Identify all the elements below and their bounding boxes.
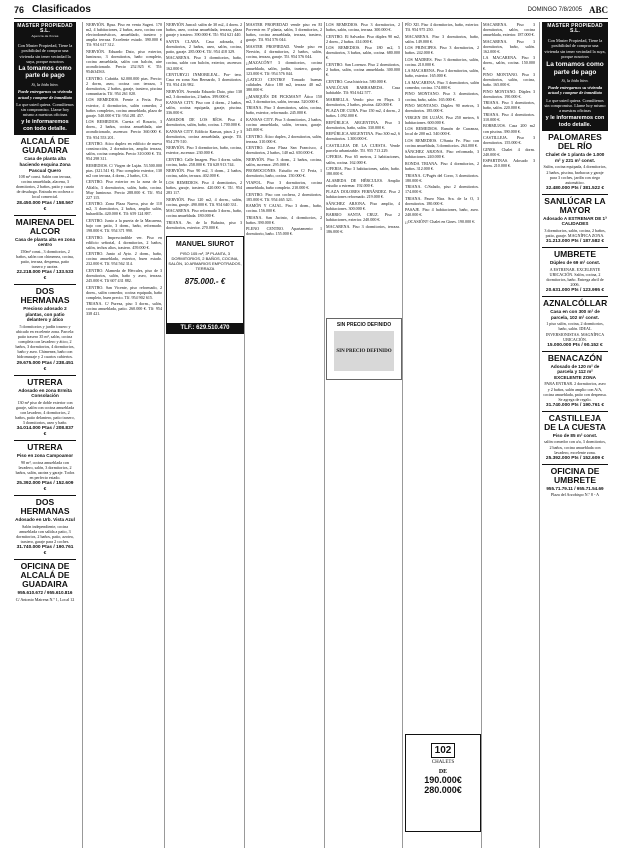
listing-entry: CENTRO. Calle Imagen. Piso 3 dorm. salón, cocina, baño. 258.000 €. Tlf 628 913 744. <box>166 156 242 167</box>
agency-ad-price: 32.480.000 Pts / 381.522 € <box>545 185 605 191</box>
listing-entry: RAMÓN Y CAJAL. Piso 3 dorm., baño, cocina. 156.000 €. <box>246 203 322 214</box>
agency-ad-title: AZNALCÓLLAR <box>543 298 608 309</box>
listing-entry: ESPARTINAS. Adosado 3 dorm. 210.000 €. <box>483 158 535 169</box>
agency-ad-subtitle: Adosado A ESTRENAR DE 1ª CALIDADES <box>543 215 607 227</box>
listing-entry: REPÚBLICA ARGENTINA. Piso 300 m2, 6 dormitorios. 1.300.000 €. <box>326 131 400 142</box>
listing-entry: CENTRO. Atico duplex en edificio de nueva construcción, 2 dormitorios, amplia terraza, salón, cocina completa. Precio 310.000 €. Tlf. 954 298 311. <box>86 141 162 162</box>
left-line2: Si, la bido bien. <box>31 82 59 88</box>
agency-ad-title: CASTILLEJA DE LA CUESTA <box>544 412 606 432</box>
chalets-label: CHALETS <box>431 760 455 765</box>
listing-entry: CENTRO. San Lorenzo. Piso 2 dormitorios, 2 baños, salón, cocina amueblada. 300.000 €. <box>326 61 400 78</box>
listing-column-2 <box>166 22 242 848</box>
agency-ad <box>542 411 608 464</box>
listing-entry: TRIANA. Piso 3 dormitorios, salón, cocina, baño, exterior, reformado. 245.000 €. <box>246 105 322 116</box>
right-brand-name: MASTER PROPIEDAD S.L. <box>547 23 603 35</box>
agency-ad-title: UTRERA <box>27 442 63 453</box>
right-line3: Puede entregarnos su vivienda actual y comprar de inmediato <box>547 85 603 96</box>
left-brand-name: MASTER PROPIEDAD S.L. <box>17 23 73 35</box>
agency-ad <box>542 130 608 194</box>
listing-entry: MACARENA. Piso 3 dormitorios, terraza. 186.000 €. <box>326 223 400 235</box>
agency-ad-subtitle: 955.610.672 / 955.610.816 <box>17 590 73 596</box>
agency-ad-body: 130 m² piso de doble exterior con garaje, salón con cocina amueblada con lavadero, 4 dormitorios, 2 baños, patio delantero, patio trasero, 3 dormitorios, aseo y baño. <box>15 399 75 426</box>
right-line1: La tomamos como parte de pago <box>546 61 604 76</box>
listing-column-4 <box>326 22 400 848</box>
listing-entry: PROMOCIONES. Estudio en C/ Feria, 1 dormitorio, baño, cocina. 150.000 €. <box>246 168 322 179</box>
listing-entry: SÁNCHEZ ARJONA. Piso reformado, 3 habitaciones. 240.000 €. <box>405 149 479 160</box>
agency-ad-title: ALCALÁ DE GUADAIRA <box>20 136 70 156</box>
listing-entry: NERVIÓN. Piso 3 dormitorios, baño, cocina, exterior, ascensor. 230.000 €. <box>166 145 242 156</box>
agency-ad-price: 29.675.000 Ptas / 238.451 € <box>16 360 74 372</box>
listing-entry: CENTRO. Imprescindible ver. Piso en edificio señorial, 4 dormitorios, 2 baños, salón, techos altos, trastero. 459.000 €. <box>86 234 162 250</box>
listing-entry: CASTILLEJA. Piso 3 dormitorios. 155.000 €. <box>483 135 535 146</box>
listing-entry: PLENO CENTRO. Apartamento 1 dormitorio, baño. 155.000 €. <box>246 226 322 237</box>
listing-entry: TRIANA. C/Pagés del Corro, 3 dormitorios. 180.000 €. <box>405 172 479 183</box>
agency-ad-title: SANLÚCAR LA MAYOR <box>544 195 606 215</box>
listing-entry: LOS REMEDIOS. Piso 180 m2, 5 dormitorios, 3 baños, salón, cocina. 680.000 €. <box>326 45 400 61</box>
left-intro: Con Master Propiedad, Tiene la posibilidad de comprar una vivienda sin tener vecindad la suya, porque nosotros <box>17 43 73 64</box>
agency-ad-title: OFICINA DE ALCALÁ DE GUADAIRA <box>20 561 70 590</box>
sin-precio-text: SIN PRECIO DEFINIDO <box>336 322 392 328</box>
listing-entry: CENTRO. Ático duplex, 2 dormitorios, salón, terraza. 310.000 €. <box>246 133 322 144</box>
agency-ad <box>14 495 76 559</box>
agency-ad <box>542 351 608 411</box>
sin-precio-seal-label: SIN PRECIO DEFINIDO <box>336 348 392 354</box>
agency-ad <box>14 134 76 214</box>
right-line5: y le informaremos con todo detalle. <box>545 115 605 128</box>
agency-ad-title: BENACAZÓN <box>547 352 603 363</box>
agency-ad-subtitle: Dúplex de 69 m² const. <box>549 260 601 266</box>
listing-entry: ¡¡MARQUÉS DE PICKMAN!! Ático 150 m2, 3 dormitorios, salón, terraza. 520.000 €. <box>246 93 322 104</box>
listing-entry: CENTRO. El Salvador. Piso dúplex 90 m2, 2 dorm., 2 baños. 414.000 €. <box>326 33 400 44</box>
newspaper-logo: ABC <box>588 5 608 15</box>
agency-ad-title: MAIRENA DEL ALCOR <box>15 216 75 236</box>
right-intro: Con Master Propiedad, Tiene la posibilidad de comprar una vivienda sin tener vecindad la suya, porque nosotros <box>544 38 606 59</box>
listing-entry: MACARENA. Piso 3 dormitorios, baño, cocina, salón con balcón, exterior, ascensor. 162.000 €. <box>166 55 242 71</box>
listing-entry: LOS REMEDIOS. Piso 3 dormitorios, 2 baños, salón, cocina, terraza. 300.000 €. <box>326 22 400 33</box>
listing-entry: LOS REMEDIOS. Ramón de Carranza, local de 200 m2. 540.000 €. <box>405 126 479 137</box>
agency-ad-body: salón comedor con a/a, 3 dormitorios, 2 baños, cocina amueblada con lavadero, excelente zona. <box>544 439 606 455</box>
listing-entry: TRIANA. Piso 4 dormitorios. 310.000 €. <box>483 111 535 122</box>
agency-ad-subtitle: Piso de 85 m² const. <box>552 432 598 438</box>
listing-entry: REPÚBLICA ARGENTINA. Piso 3 dormitorios, baño, salón. 330.000 €. <box>326 119 400 130</box>
listing-entry: LOS REMEDIOS. C/Santa Fe. Piso con cocina amueblada, 3 dormitorios. 264.000 €. <box>405 137 479 148</box>
left-line4: Lo que usted quiera. Consúltenos sin compromiso. Llame hoy mismo a nuestras oficinas <box>16 101 74 118</box>
listing-entry: AMADOR DE LOS RÍOS. Piso 4 dormitorios, salón, baño, cocina. 1.700.000 €. <box>166 116 242 128</box>
listing-entry: MACARENA. Piso reformado 3 dorm., baño, cocina amueblada. 180.000 €. <box>166 208 242 219</box>
agency-ad-body: 90 m², cocina amueblada con lavadero, salón, 3 dormitorios, 2 baños, salón, azotea y garaje. Todos en perfecto estado. <box>15 459 75 481</box>
listing-entry: SÁNCHEZ ARJONA. Piso amplio, 4 habitaciones. 300.000 €. <box>326 200 400 211</box>
agency-ad-body: PARA ENTRAR. 2 dormitorios, aseo y 2 baños, salón amplio con A/A, cocina amueblada, patio con despensa. Se agrega de regalo. <box>543 381 607 402</box>
agency-ad-price: 31.740.000 Pts / 190.761 € <box>545 402 605 408</box>
listing-column-5 <box>405 22 479 848</box>
listing-entry: TRIANA. Piso 3 dormitorios, baño, salón. 220.000 €. <box>483 100 535 111</box>
listing-entry: ¡¡OCASIÓN!! Chalet en Gines. 190.000 €. <box>405 218 476 224</box>
agency-ad-subtitle: Adosado de 120 m² de parcela y 112 m² EXCELENTE ZONA <box>550 363 600 380</box>
listing-entry: MARBELLA. Vendo piso en Playa. 3 dormitorios, 2 baños, piscina. 420.000 €. <box>326 96 400 107</box>
listing-entry: C/FERIA. Piso 3 habitaciones, salón, baño. 180.000 €. <box>326 166 400 177</box>
agency-ad-price: 28.450.000 Ptas / 158.567 € <box>16 200 74 212</box>
listing-entry: CENTRO. Junto al Ayto. 2 dorm., baño, cocina amueblada, exterior, buen estado. 232.000 €. Tlf. 954 562 314. <box>86 251 162 267</box>
agency-ad-subtitle: Adosado en zona Ermita Consolación <box>18 387 72 399</box>
agency-ad-subtitle: Chalet de 1 planta de 1.000 m² y 221 m² const. <box>545 152 605 163</box>
left-ad-list <box>14 134 76 605</box>
agency-ad-price: 34.014.000 Ptas / 208.837 € <box>16 426 74 438</box>
listing-entry: ALAMEDA DE HÉRCULES. Amplio estudio a estrenar. 192.000 €. <box>326 177 400 188</box>
listing-entry: RONDA TRIANA. Piso 4 dormitorios, 2 baños. 312.000 €. <box>405 160 479 172</box>
agency-ad <box>14 375 76 441</box>
agency-ad-title: DOS HERMANAS <box>20 286 70 306</box>
agency-ad-body: Salón, cocina equipada, 4 dormitorios, 2 baños, piscina, barbacoa y garaje para 3 coches, jardín con riego automático. <box>543 164 607 185</box>
listing-entry: CENTRO. Casa histórica. 580.000 €. <box>326 78 387 84</box>
manuel-phone: TLF.: 629.510.470 <box>167 323 243 333</box>
left-line3: Puede entregarnos su vivienda actual y comprar de inmediato <box>17 89 73 100</box>
listing-entry: PÍO XII. Piso 4 dormitorios, baño, exterior. Tlf. 954 975 250. <box>405 22 479 33</box>
manuel-siurot-ad <box>166 236 244 334</box>
chalets-ad <box>405 734 481 832</box>
agency-ad-price: 25.392.000 Pts / 152.609 € <box>545 455 605 461</box>
section-title: Clasificados <box>32 4 91 15</box>
listing-entry: PINO MONTANO. Piso 3 dormitorios, cocina, baño, salón. 165.000 €. <box>405 91 479 102</box>
listing-entry: PINO MONTANO. Piso 3 dormitorios, salón, cocina, baño. 165.000 €. <box>483 72 535 88</box>
chalets-number: 102 <box>431 743 456 758</box>
agency-ad-body: C/ Antonio Mairena N.º 1, Local 12 <box>15 596 75 602</box>
listing-entry: BARRIO SANTA CRUZ. Piso 2 habitaciones, exterior. 240.000 €. <box>326 212 400 223</box>
listing-entry: ¡¡MAZACÓN!! 3 dormitorios, cocina amueblada, salón, jardín, trastero, garaje. 123.000 €. Tlf: 954 576 044. <box>246 60 322 76</box>
listing-entry: NERVIÓN. Avenida Eduardo Dato, piso 130 m2, 3 dormitorios, 2 baños. 399.000 €. <box>166 88 242 99</box>
listing-entry: VIRGEN DE LUJÁN. Piso 250 metros, 6 habitaciones. 600.000 €. <box>405 114 479 125</box>
listing-entry: LA MACARENA. Piso 3 dormitorios, salón, baño, exterior. 165.000 €. <box>405 68 479 79</box>
left-brand-banner <box>14 22 76 41</box>
listing-entry: BORMUJOS. Casa 200 m2 con piscina. 390.000 €. <box>483 123 535 134</box>
listing-entry: CENTRO. Piso con cochera, 2 dormitorios. 185.000 €. Tlf. 954 465 321. <box>246 191 322 202</box>
right-intro-block <box>542 36 608 130</box>
agency-ad-subtitle: Piso en zona Campoamor <box>16 453 74 459</box>
listing-entry: NERVIÓN. Piso 3 dorm., 2 baños, cocina, salón, ascensor. 295.000 €. <box>246 156 322 167</box>
chalets-price-2: 280.000€ <box>424 785 462 795</box>
listing-entry: TRIANA. Av. de la Buhaira, piso 3 dormitorios, exterior. 270.000 €. <box>166 219 242 230</box>
listing-entry: PINO MONTANO. Dúplex 90 metros, 3 dormitorios. 185.000 €. <box>405 103 479 114</box>
listing-entry: CASTILLEJA DE LA CUESTA. Vende parcela urbanizable. Tlf. 955 713 229. <box>326 142 400 153</box>
listing-entry: NERVIÓN. Bpsa. Piso en venta Sugert. 170 m2, 4 habitaciones, 2 baños, aseo, cocina con electrodomésticos, amueblado, trastero y amplia terraza. Excelente estado. 390.000 € Tlf: 954 617 312. <box>86 22 162 48</box>
agency-ad-price: 20.631.000 Pts / 123.995 € <box>545 288 605 294</box>
listing-entry: GINES. Chalet 4 dorm. 240.000 €. <box>483 146 535 157</box>
agency-ad-price: 31.213.000 Pts / 187.582 € <box>545 239 605 245</box>
agency-ad-subtitle: Precioso adosado 2 plantas, con patio delantero y ático <box>23 306 67 323</box>
agency-ad-title: UMBRETE <box>553 249 597 260</box>
page-header <box>14 4 608 19</box>
agency-ad-body: Plaza del Arzobispo N.º 8 - A <box>550 492 600 498</box>
listing-entry: LOS MADRES. Piso 3 dormitorios, salón, cocina. 210.000 €. <box>405 56 479 67</box>
agency-ad-body: 3 dormitorios, salón, cocina, 2 baños, patio, garaje. MAGNÍFICA ZONA. <box>544 227 606 239</box>
agency-ad-title: UTRERA <box>27 376 63 387</box>
right-line4: Lo que usted quiera. Consúltenos sin compromiso. Llame hoy mismo a nuestras oficinas <box>544 97 606 114</box>
agency-ad-subtitle: Casa en con 300 m² de parcela, 102 m² const. <box>550 309 600 320</box>
listing-entry: CENTRO. Alameda de Hércules, piso de 3 dormitorios, salón, baño y aseo, terraza. 245.000 €. Tlf 607 431 882. <box>86 267 162 284</box>
right-brand-banner <box>542 22 608 36</box>
listing-entry: LA MACARENA. Piso 3 dormitorios, salón comedor, cocina. 174.000 €. <box>405 79 479 90</box>
agency-ad-price: 15.000.000 Pts / 90.152 € <box>547 342 603 348</box>
listing-entry: CENTRO. Zona Plaza Nueva, piso de 110 m2, 3 dormitorios, 2 baños, amplio salón, buhardilla. 420.000 €. Tlf: 659 124 887. <box>86 201 162 217</box>
listing-entry: MASTER PROPIEDAD vende piso en El Porvenir en 3ª planta, salón, 3 dormitorios, 2 baños, cocina amueblada, terraza, trastero, garaje. Tlf. 954 576 044. <box>246 22 322 43</box>
agency-ad-subtitle: 955.71.79.11 / 955.71.54.69 <box>546 485 604 491</box>
listing-entry: CENTURY21 INMOBILEAL. Por- tero. Casa en zona San Bernardo, 3 dormitorios. Tlf. 954 416 982. <box>166 72 242 88</box>
agency-ad <box>542 464 608 501</box>
sin-precio-seal-image <box>334 331 394 371</box>
agency-ad-price: 31.740.000 Ptas / 190.761 € <box>16 545 74 557</box>
listing-entry: PASAJE. Piso 4 habitaciones, baño, aseo. 240.000 €. <box>405 207 479 218</box>
agency-ad-title: OFICINA DE UMBRETE <box>550 465 600 485</box>
listing-column-1 <box>86 22 162 848</box>
left-intro-block <box>14 41 76 134</box>
listing-column-3 <box>246 22 322 848</box>
agency-ad-subtitle: Casa de planta alta haciendo esquina Zona Pascual Quero <box>19 156 71 173</box>
listing-entry: PLAZA DOLORES FERNÁNDEZ. Piso 2 habitaciones reformado. 219.000 €. <box>326 189 400 200</box>
agency-ad-title: DOS HERMANAS <box>20 497 70 517</box>
listing-entry: LOS PRINCIPES. Piso 3 dormitorios, 2 baños. 242.000 €. <box>405 45 479 56</box>
listing-entry: LOS REMEDIOS. Frente a Feria. Piso exterior, 4 dormitorios, salón comedor, 2 baños completos, cocina amueblada, plaza de garaje. 540.000 € Tlf: 954 281 457. <box>86 97 162 118</box>
listing-entry: LOS REMEDIOS. Piso 4 dormitorios, 2 baños, garaje, trastero. 420.000 €. Tlf. 954 283 117. <box>166 179 242 196</box>
chalets-price-1: 190.000€ <box>424 775 462 785</box>
agency-ad-body: 108 m² const. Salón con terraza, cocina amueblada, alacena, 3 dormitorios, 2 baños, patio y cuarto de desahogo. Entrada en cochera o local comercial. <box>15 174 75 200</box>
listing-entry: TRIANA. C/Salado, piso 2 dormitorios. 174.000 €. <box>405 184 479 195</box>
agency-ad <box>14 440 76 495</box>
page-number: 76 <box>14 5 25 15</box>
listing-entry: KANSAS CITY. Piso 3 dormitorios, 2 baños, cocina amueblada, salón, terraza, garaje. 345.000 €. <box>246 116 322 133</box>
agency-ad-price: 22.218.000 Ptas / 133.533 € <box>16 270 74 282</box>
agency-ad <box>14 215 76 285</box>
listing-entry: TRIANA. Paseo Ntra. Sra. de la O, 3 dormitorios. 180.000 €. <box>405 195 479 206</box>
manuel-price: 875.000.- € <box>184 277 226 286</box>
manuel-details: PISO 105 m², 3ª PLANTA, 3 DORMITORIOS, 2 BAÑOS, COCINA, SALÓN, 10 ARMARIOS EMPOTRADOS, TERRAZA <box>168 251 242 271</box>
agency-ad <box>14 284 76 374</box>
left-line5: y le informaremos con todo detalle. <box>21 119 69 132</box>
listing-entry: TRIANA. C/ Pureza, piso 3 dorm., salón, cocina amueblada, patio. 260.000 €. Tlf: 954 338 421. <box>86 301 162 317</box>
listing-entry: CENTRO. Piso exterior en la zona de la Alfalfa, 3 dormitorios, salón, baño, cocina. Muy luminoso. Precio 288.000 €. Tlf. 954 227 115. <box>86 179 162 200</box>
listing-entry: REMEDIOS. C/ Virgen de Luján. 53.500.000 ptas. (321.541 €). Piso completo exterior, 130 m2 con terraza, 4 dorm., 2 baños, CA. <box>86 162 162 178</box>
chalets-de: DE <box>438 769 448 775</box>
agency-ad-subtitle: Casa de planta alta en zona centro <box>15 236 75 248</box>
listing-entry: VIAPOL. Piso 3 dormitorios, cocina amueblada, baño completo. 210.000 €. <box>246 179 322 191</box>
listing-entry: MACARENA. Piso 3 dormitorios, salón, cocina amueblada, exterior. 187.000 €. <box>483 22 535 38</box>
sin-precio-ad <box>326 318 402 380</box>
agency-ad-subtitle: Adosado en Urb. Vista Azul <box>15 517 75 523</box>
listing-entry: SANTA CLARA. Casa adosada, 4 dormitorios, 2 baños, aseo, salón, cocina, patio, garaje. 285.000 €. Tlf. 954 418 329. <box>166 38 242 54</box>
listing-entry: PLAZA DE CUBA. Piso 150 m2, 4 dorm., 2 baños. 1.092.000 €. <box>326 108 400 119</box>
agency-ad <box>542 194 608 247</box>
issue-date: DOMINGO 7/8/2005 <box>527 7 582 13</box>
agency-ad-body: 1 piso salón, cocina, 2 dormitorios, baño, salón. IDEAL INVERSIONISTAS. MAGNÍFICA UBICACIÓN. <box>545 321 605 342</box>
agency-ad <box>14 559 76 605</box>
left-brand-sub: Agencia de fincas <box>31 34 59 39</box>
agency-ad-body: 150m² const., 3 dormitorios, 2 baños, salón con chimenea, cocina, patio, terraza, despensa, patio trasero y azotea. <box>16 248 74 270</box>
listing-entry: KANSAS CITY. Piso con 4 dorm., 2 baños, salón, cocina equipada, garaje, piscina. 336.000 €. <box>166 100 242 116</box>
agency-ad-body: A ESTRENAR. EXCELENTE UBICACIÓN. Salón, cocina, 2 dormitorios, baño. Entrega abril de 2006. <box>546 266 604 288</box>
agency-ad-body: 5 dormitorios y jardín trasero y ubicado en excelente zona. Parcela: patio trasero 35 m², salón, cocina completa con lavadero y ático, 2 baños, 3 dormitorios, 4 dormitorios, baño y aseo. Chimenea, baño con hidromasaje y 2 cuartos cubiertos. <box>15 323 75 360</box>
agency-ad <box>542 296 608 351</box>
listing-entry: SANLÚCAR BARRAMEDA. Casa habitable. Tlf: 954 642 577. <box>326 84 400 96</box>
left-agency-column <box>14 22 76 848</box>
listing-entry: NERVIÓN. Piso 120 m2, 4 dorm., salón, cocina, garaje. 490.000 €. Tlf. 954 640 331. <box>166 196 242 207</box>
listing-entry: MACARENA. Piso 3 dormitorios, baño, salón. 162.000 €. <box>483 38 535 54</box>
agency-ad <box>542 247 608 296</box>
listing-entry: TRIANA. San Jacinto, 4 dormitorios, 2 baños. 390.000 €. <box>246 214 322 225</box>
listing-entry: KANSAS CITY. Edificio Kansas, pisos 2 y 3 dormitorios, cocina amueblada, garaje. Tlf. 954 279 510. <box>166 128 242 144</box>
agency-ad-price: 25.392.000 Ptas / 152.609 € <box>16 481 74 493</box>
agency-ad-title: PALOMARES DEL RÍO <box>548 132 602 152</box>
listing-entry: CENTRO. San Vicente, piso reformado, 2 dorm., salón comedor, cocina equipada, baño completo, buen precio. Tlf. 954 902 615. <box>86 284 162 300</box>
listing-entry: LA MACARENA. Piso 3 dorm., salón, cocina. 150.000 €. <box>483 55 535 71</box>
listing-column-6 <box>483 22 535 848</box>
right-ad-list <box>542 130 608 500</box>
right-line2: Si, la bido bien. <box>561 78 589 83</box>
right-agency-column <box>542 22 608 848</box>
left-line1: La tomamos como parte de pago <box>18 66 72 80</box>
listing-entry: PINO MONTANO. Dúplex 3 dormitorios. 190.000 €. <box>483 88 535 99</box>
listing-entry: CENTRO. Zona Plaza San Francisco, 4 dormitorios, 2 baños, 140 m2. 650.000 €. <box>246 145 322 156</box>
listing-entry: NERVIÓN. Piso 90 m2, 3 dorm., 2 baños, cocina, salón, terraza. 402.000 €. <box>166 168 242 179</box>
listing-entry: ¡LATICO CENTRO! Tomado buenas calidades. Atico 180 m2, terraza 40 m2. 380.000 €. <box>246 77 322 93</box>
listing-entry: MASTER PROPIEDAD. Vende piso en Nervión, 4 dormitorios, 2 baños, salón, cocina, terraza, garaje. Tlf. 954 576 044. <box>246 43 322 59</box>
listing-entry: NERVIÓN Juncal: salón de 30 m2, 4 dorm. 2 baños, aseo, cocina amueblada, terraza, plaza garaje y trastero. 390.000 €. Tlf: 954 621 440. <box>166 22 242 38</box>
listing-entry: LOS REMEDIOS. Cuesta el Rosario, 3 dorm., 2 baños, cocina amueblada, aire acondicionado, ascensor. Precio 360.000 €. Tlf: 954 553 201. <box>86 119 162 140</box>
agency-ad-body: Salón independiente, cocina amueblada con salida a patio, 3 dormitorios, 2 baños, patio, azotea, trastero, garaje para 2 coches. <box>16 523 74 545</box>
listing-entry: MACARENA. Piso 3 dormitorios, baño, salón. 149.000 €. <box>405 33 479 44</box>
manuel-title: MANUEL SIUROT <box>167 241 243 248</box>
listing-entry: NERVIÓN. Eduardo Dato, piso exterior, luminoso, 3 dormitorios, baño completo, cocina amueblada, salón con balcón, aire acondicionado. Precio 252.925 €. Tlf: 954634563. <box>86 48 162 75</box>
listing-entry: CENTRO. Cabriña. 62.000.000 ptas. Precio: 2 dorm, aseo, cocina con terraza, 3 dormitorios, 2 baños, garaje, trastero, piscina comunitaria. Tlf. 954 261 020. <box>86 75 162 96</box>
listing-entry: CENTRO. Junto a la puerta de la Macarena, bajo con patio, 3 dorm., baño, reformado. 198.000 €. Tlf. 954 371 990. <box>86 217 162 234</box>
listing-entry: C/FERIA. Piso 65 metros, 2 habitaciones, salón, cocina. 162.000 €. <box>326 154 400 165</box>
